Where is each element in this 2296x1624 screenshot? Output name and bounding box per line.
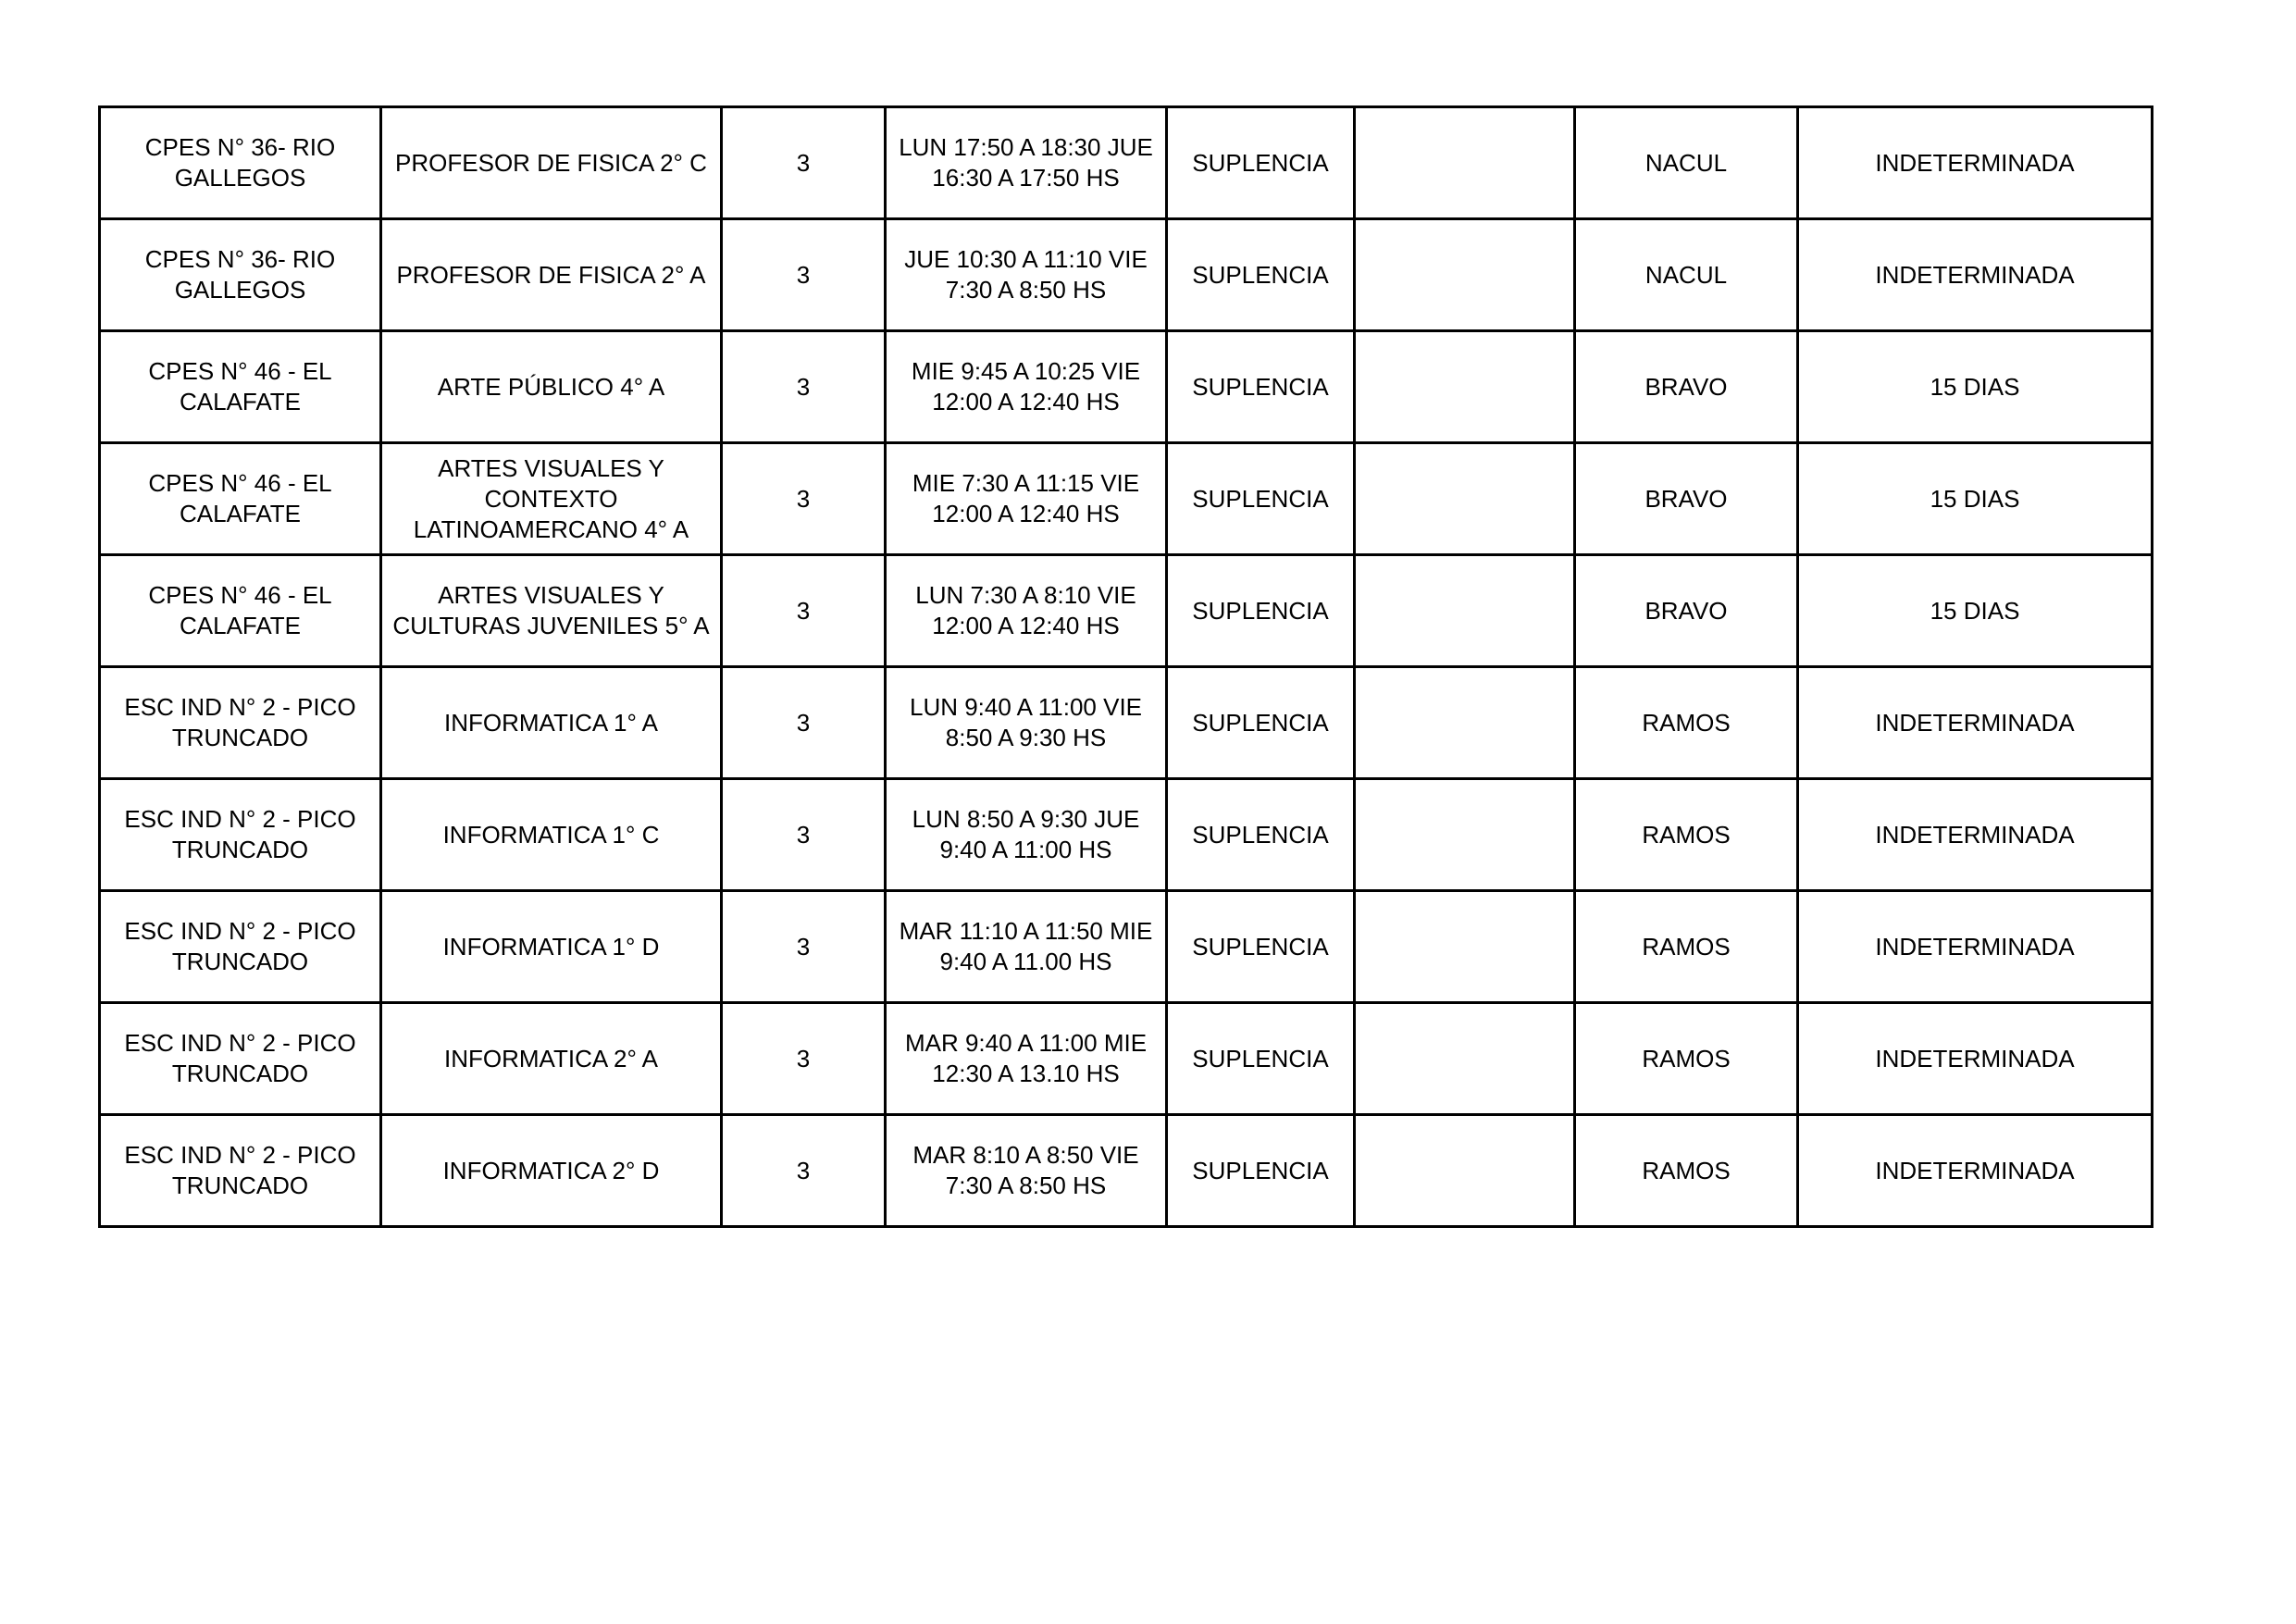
subject-cell: PROFESOR DE FISICA 2° A — [381, 219, 722, 331]
school-cell: CPES N° 46 - EL CALAFATE — [100, 555, 381, 667]
schedule-cell: LUN 17:50 A 18:30 JUE 16:30 A 17:50 HS — [886, 107, 1167, 219]
status-cell: SUPLENCIA — [1167, 1003, 1355, 1115]
schedule-cell: LUN 9:40 A 11:00 VIE 8:50 A 9:30 HS — [886, 667, 1167, 779]
school-cell: ESC IND N° 2 - PICO TRUNCADO — [100, 779, 381, 891]
name-cell: RAMOS — [1575, 1003, 1798, 1115]
table-row — [100, 1115, 2153, 1227]
assignments-table — [98, 105, 2153, 1228]
duration-cell: INDETERMINADA — [1798, 891, 2153, 1003]
status-cell: SUPLENCIA — [1167, 443, 1355, 555]
hours-cell: 3 — [722, 331, 886, 443]
subject-cell: INFORMATICA 1° D — [381, 891, 722, 1003]
status-cell: SUPLENCIA — [1167, 667, 1355, 779]
school-cell: CPES N° 46 - EL CALAFATE — [100, 331, 381, 443]
blank-cell — [1355, 891, 1575, 1003]
table-row — [100, 1003, 2153, 1115]
duration-cell: INDETERMINADA — [1798, 1115, 2153, 1227]
name-cell: RAMOS — [1575, 891, 1798, 1003]
subject-cell: ARTES VISUALES Y CONTEXTO LATINOAMERCANO 4° A — [381, 443, 722, 555]
school-cell: ESC IND N° 2 - PICO TRUNCADO — [100, 1003, 381, 1115]
duration-cell: INDETERMINADA — [1798, 219, 2153, 331]
blank-cell — [1355, 107, 1575, 219]
table-row — [100, 443, 2153, 555]
schedule-cell: JUE 10:30 A 11:10 VIE 7:30 A 8:50 HS — [886, 219, 1167, 331]
subject-cell: INFORMATICA 2° D — [381, 1115, 722, 1227]
name-cell: BRAVO — [1575, 443, 1798, 555]
schedule-cell: MAR 8:10 A 8:50 VIE 7:30 A 8:50 HS — [886, 1115, 1167, 1227]
duration-cell: INDETERMINADA — [1798, 1003, 2153, 1115]
blank-cell — [1355, 443, 1575, 555]
name-cell: RAMOS — [1575, 667, 1798, 779]
blank-cell — [1355, 1003, 1575, 1115]
blank-cell — [1355, 219, 1575, 331]
school-cell: CPES N° 46 - EL CALAFATE — [100, 443, 381, 555]
school-cell: CPES N° 36- RIO GALLEGOS — [100, 219, 381, 331]
blank-cell — [1355, 779, 1575, 891]
subject-cell: ARTE PÚBLICO 4° A — [381, 331, 722, 443]
status-cell: SUPLENCIA — [1167, 107, 1355, 219]
schedule-cell: MAR 11:10 A 11:50 MIE 9:40 A 11.00 HS — [886, 891, 1167, 1003]
hours-cell: 3 — [722, 1003, 886, 1115]
name-cell: NACUL — [1575, 107, 1798, 219]
blank-cell — [1355, 555, 1575, 667]
hours-cell: 3 — [722, 667, 886, 779]
table-row — [100, 555, 2153, 667]
table-row — [100, 107, 2153, 219]
hours-cell: 3 — [722, 1115, 886, 1227]
duration-cell: 15 DIAS — [1798, 555, 2153, 667]
name-cell: RAMOS — [1575, 779, 1798, 891]
name-cell: BRAVO — [1575, 331, 1798, 443]
status-cell: SUPLENCIA — [1167, 219, 1355, 331]
hours-cell: 3 — [722, 107, 886, 219]
hours-cell: 3 — [722, 779, 886, 891]
status-cell: SUPLENCIA — [1167, 779, 1355, 891]
hours-cell: 3 — [722, 219, 886, 331]
table-row — [100, 779, 2153, 891]
status-cell: SUPLENCIA — [1167, 1115, 1355, 1227]
status-cell: SUPLENCIA — [1167, 331, 1355, 443]
table-row — [100, 891, 2153, 1003]
schedule-cell: LUN 8:50 A 9:30 JUE 9:40 A 11:00 HS — [886, 779, 1167, 891]
table-row — [100, 331, 2153, 443]
blank-cell — [1355, 331, 1575, 443]
schedule-cell: LUN 7:30 A 8:10 VIE 12:00 A 12:40 HS — [886, 555, 1167, 667]
school-cell: ESC IND N° 2 - PICO TRUNCADO — [100, 1115, 381, 1227]
duration-cell: 15 DIAS — [1798, 443, 2153, 555]
school-cell: ESC IND N° 2 - PICO TRUNCADO — [100, 891, 381, 1003]
table-row — [100, 219, 2153, 331]
blank-cell — [1355, 1115, 1575, 1227]
table-row — [100, 667, 2153, 779]
schedule-cell: MIE 7:30 A 11:15 VIE 12:00 A 12:40 HS — [886, 443, 1167, 555]
name-cell: NACUL — [1575, 219, 1798, 331]
status-cell: SUPLENCIA — [1167, 555, 1355, 667]
schedule-cell: MIE 9:45 A 10:25 VIE 12:00 A 12:40 HS — [886, 331, 1167, 443]
subject-cell: INFORMATICA 1° C — [381, 779, 722, 891]
school-cell: CPES N° 36- RIO GALLEGOS — [100, 107, 381, 219]
hours-cell: 3 — [722, 891, 886, 1003]
duration-cell: INDETERMINADA — [1798, 667, 2153, 779]
blank-cell — [1355, 667, 1575, 779]
hours-cell: 3 — [722, 555, 886, 667]
name-cell: BRAVO — [1575, 555, 1798, 667]
subject-cell: ARTES VISUALES Y CULTURAS JUVENILES 5° A — [381, 555, 722, 667]
table-body — [100, 107, 2153, 1227]
school-cell: ESC IND N° 2 - PICO TRUNCADO — [100, 667, 381, 779]
name-cell: RAMOS — [1575, 1115, 1798, 1227]
status-cell: SUPLENCIA — [1167, 891, 1355, 1003]
subject-cell: PROFESOR DE FISICA 2° C — [381, 107, 722, 219]
subject-cell: INFORMATICA 1° A — [381, 667, 722, 779]
subject-cell: INFORMATICA 2° A — [381, 1003, 722, 1115]
hours-cell: 3 — [722, 443, 886, 555]
duration-cell: INDETERMINADA — [1798, 107, 2153, 219]
schedule-cell: MAR 9:40 A 11:00 MIE 12:30 A 13.10 HS — [886, 1003, 1167, 1115]
duration-cell: 15 DIAS — [1798, 331, 2153, 443]
duration-cell: INDETERMINADA — [1798, 779, 2153, 891]
